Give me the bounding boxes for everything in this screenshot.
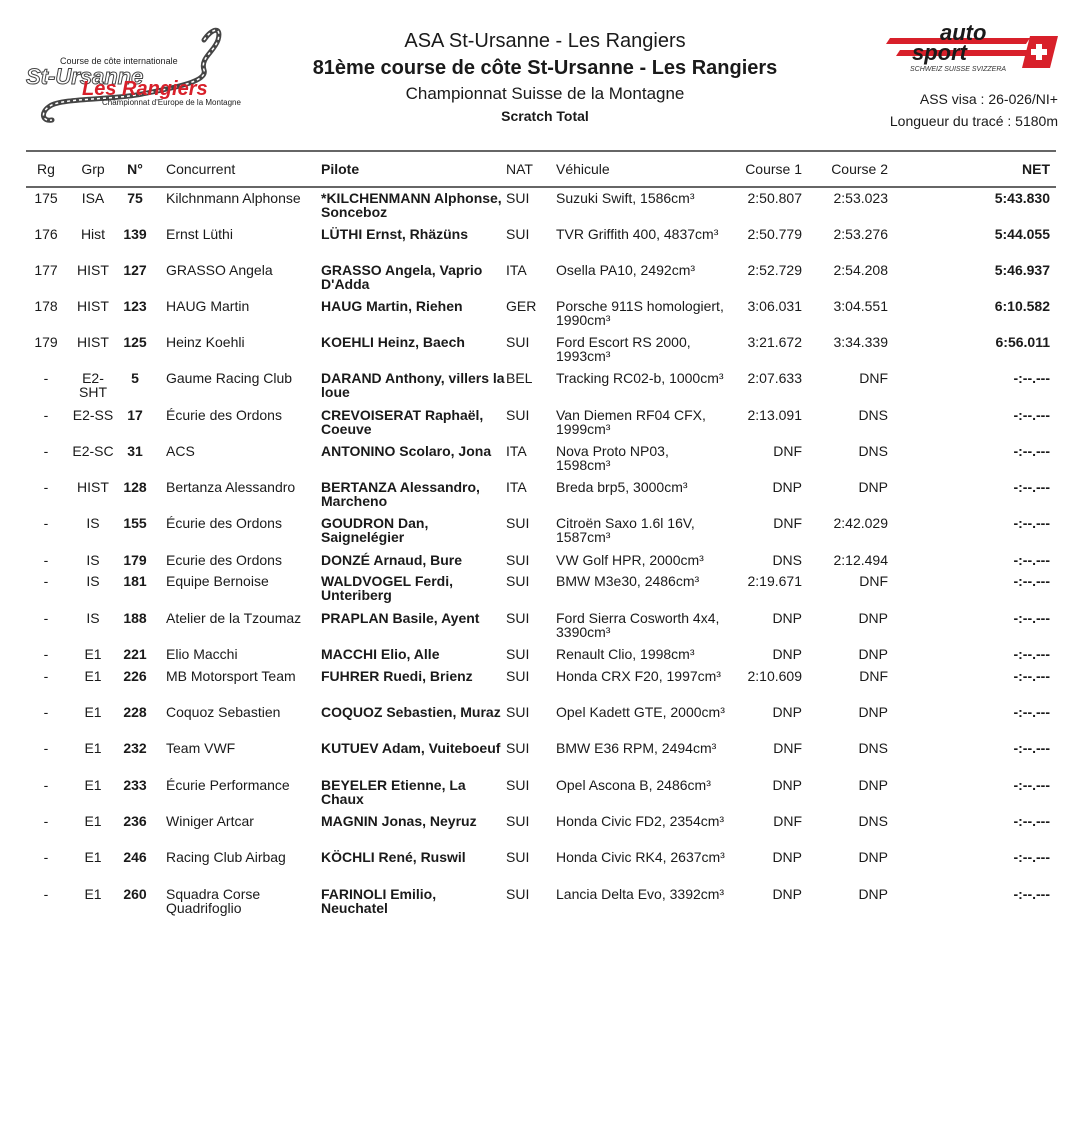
cell-grp: Hist [80,226,106,242]
cell-grp: E2-SC [72,443,114,459]
cell-vehicule: VW Golf HPR, 2000cm³ [556,552,704,568]
cell-concurrent: HAUG Martin [166,298,250,314]
cell-course1: 3:21.672 [747,334,802,350]
page-header [0,0,1080,150]
cell-pilote: HAUG Martin, Riehen [321,298,463,314]
cell-nat: SUI [506,190,530,206]
cell-rg: - [43,740,49,756]
cell-course2: 2:53.023 [833,190,888,206]
championship-label: Championnat Suisse de la Montagne [405,84,685,103]
cell-rg: - [43,668,49,684]
cell-rg: 178 [34,298,58,314]
cell-concurrent: Atelier de la Tzoumaz [166,610,302,626]
cell-course1: DNP [772,610,802,626]
cell-vehicule: Osella PA10, 2492cm³ [556,262,696,278]
cell-vehicule: Honda Civic FD2, 2354cm³ [556,813,725,829]
header-no: N° [127,161,143,177]
cell-concurrent: ACS [166,443,195,459]
cell-net: 5:44.055 [994,226,1050,242]
cell-net: -:--.--- [1013,668,1050,684]
cell-pilote: LÜTHI Ernst, Rhäzüns [321,226,469,242]
cell-course2: 2:12.494 [833,552,888,568]
cell-rg: 177 [34,262,58,278]
cell-nat: SUI [506,334,530,350]
cell-course2: DNF [859,370,888,386]
cell-number: 260 [123,886,147,902]
header-vehicule: Véhicule [556,161,610,177]
cell-vehicule: Citroën Saxo 1.6l 16V, 1587cm³ [556,515,695,545]
cell-number: 155 [123,515,147,531]
cell-course1: DNP [772,886,802,902]
cell-number: 226 [123,668,147,684]
cell-grp: HIST [77,334,109,350]
cell-number: 181 [123,573,147,589]
cell-net: -:--.--- [1013,813,1050,829]
logo-country-text: SCHWEIZ SUISSE SVIZZERA [910,66,1007,73]
cell-number: 31 [127,443,143,459]
cell-rg: - [43,646,49,662]
cell-nat: SUI [506,813,530,829]
cell-nat: ITA [506,262,527,278]
cell-grp: E1 [84,886,102,902]
page-title: ASA St-Ursanne - Les Rangiers [404,30,686,52]
cell-number: 246 [123,849,147,865]
cell-net: -:--.--- [1013,407,1050,423]
cell-concurrent: Kilchnmann Alphonse [166,190,301,206]
cell-course1: DNP [772,479,802,495]
cell-grp: IS [86,552,100,568]
logo-sub-text: Championnat d'Europe de la Montagne [102,98,241,107]
cell-course2: DNS [858,443,888,459]
cell-vehicule: Tracking RC02-b, 1000cm³ [556,370,724,386]
cell-net: -:--.--- [1013,515,1050,531]
cell-vehicule: BMW E36 RPM, 2494cm³ [556,740,717,756]
cell-pilote: MACCHI Elio, Alle [321,646,440,662]
cell-vehicule: Lancia Delta Evo, 3392cm³ [556,886,725,902]
cell-concurrent: Écurie des Ordons [166,407,282,423]
cell-pilote: *KILCHENMANN Alphonse, Sonceboz [321,190,502,220]
cell-rg: 179 [34,334,58,350]
cell-rg: 175 [34,190,58,206]
visa-text: ASS visa : 26-026/NI+ [919,91,1058,107]
cell-number: 17 [127,407,143,423]
cell-rg: - [43,573,49,589]
cell-vehicule: BMW M3e30, 2486cm³ [556,573,700,589]
cell-concurrent: Écurie des Ordons [166,515,282,531]
header-pilote: Pilote [321,161,360,177]
cell-concurrent: Bertanza Alessandro [166,479,296,495]
cell-course2: DNP [858,849,888,865]
cell-vehicule: Ford Escort RS 2000, 1993cm³ [556,334,691,364]
cell-rg: - [43,407,49,423]
cell-pilote: GOUDRON Dan, Saignelégier [321,515,429,545]
cell-number: 179 [123,552,147,568]
cell-rg: 176 [34,226,58,242]
cell-number: 233 [123,777,147,793]
cell-rg: - [43,370,49,386]
cell-concurrent: Winiger Artcar [166,813,254,829]
cell-vehicule: TVR Griffith 400, 4837cm³ [556,226,719,242]
cell-vehicule: Opel Kadett GTE, 2000cm³ [556,704,725,720]
cell-grp: E1 [84,646,102,662]
cell-grp: IS [86,515,100,531]
cell-course2: 2:42.029 [833,515,888,531]
cell-concurrent: Ecurie des Ordons [166,552,282,568]
cell-course1: 2:10.609 [747,668,802,684]
table-body [26,188,1056,988]
cell-course1: DNF [773,515,802,531]
cell-nat: SUI [506,849,530,865]
cell-net: -:--.--- [1013,479,1050,495]
cell-rg: - [43,552,49,568]
cell-vehicule: Van Diemen RF04 CFX, 1999cm³ [556,407,706,437]
cell-number: 127 [123,262,147,278]
cell-grp: E1 [84,668,102,684]
cell-concurrent: Equipe Bernoise [166,573,269,589]
cell-grp: ISA [81,190,105,206]
track-length-text: Longueur du tracé : 5180m [889,113,1058,129]
cell-course1: DNP [772,849,802,865]
cell-grp: E1 [84,777,102,793]
cell-pilote: FUHRER Ruedi, Brienz [321,668,473,684]
cell-course2: DNP [858,886,888,902]
cell-number: 123 [123,298,147,314]
cell-net: -:--.--- [1013,443,1050,459]
cell-pilote: DARAND Anthony, villers la loue [321,370,505,400]
cell-nat: ITA [506,443,527,459]
cell-number: 221 [123,646,147,662]
results-table [26,150,1056,988]
cell-number: 236 [123,813,147,829]
event-logo [22,18,252,130]
cell-net: -:--.--- [1013,610,1050,626]
cell-course1: DNF [773,443,802,459]
cell-grp: E1 [84,849,102,865]
cell-net: 6:10.582 [994,298,1050,314]
cell-course2: 2:53.276 [833,226,888,242]
cell-nat: GER [506,298,537,314]
header-net: NET [1022,161,1050,177]
cell-number: 75 [127,190,143,206]
header-concurrent: Concurrent [166,161,236,177]
cell-course2: 3:34.339 [833,334,888,350]
cell-pilote: KOEHLI Heinz, Baech [321,334,465,350]
cell-grp: HIST [77,298,109,314]
title-block [260,28,830,126]
cell-grp: IS [86,573,100,589]
cell-concurrent: Team VWF [166,740,236,756]
cell-nat: SUI [506,407,530,423]
logo-big-text-1: St-Ursanne [26,64,144,89]
cell-course1: DNP [772,646,802,662]
cell-rg: - [43,443,49,459]
cell-concurrent: Coquoz Sebastien [166,704,281,720]
cell-course1: 2:50.779 [747,226,802,242]
cell-course2: DNS [858,407,888,423]
cell-nat: SUI [506,740,530,756]
cell-net: -:--.--- [1013,777,1050,793]
cell-course2: DNP [858,646,888,662]
cell-grp: E1 [84,704,102,720]
cell-number: 228 [123,704,147,720]
event-info [890,88,1058,132]
cell-pilote: CREVOISERAT Raphaël, Coeuve [321,407,484,437]
cell-grp: E1 [84,813,102,829]
cell-course2: DNP [858,777,888,793]
cell-course2: 2:54.208 [833,262,888,278]
cell-rg: - [43,813,49,829]
cell-nat: SUI [506,646,530,662]
cell-vehicule: Porsche 911S homologiert, 1990cm³ [556,298,724,328]
cell-net: -:--.--- [1013,573,1050,589]
cell-course1: 2:19.671 [747,573,802,589]
cell-grp: E2-SS [72,407,114,423]
cell-vehicule: Breda brp5, 3000cm³ [556,479,688,495]
cell-net: -:--.--- [1013,886,1050,902]
cell-vehicule: Ford Sierra Cosworth 4x4, 3390cm³ [556,610,720,640]
cell-vehicule: Nova Proto NP03, 1598cm³ [556,443,669,473]
cell-pilote: GRASSO Angela, Vaprio D'Adda [321,262,483,292]
cell-course2: DNF [859,573,888,589]
cell-nat: BEL [506,370,533,386]
cell-concurrent: Gaume Racing Club [166,370,293,386]
cell-concurrent: Écurie Performance [166,777,290,793]
cell-rg: - [43,610,49,626]
cell-course2: DNP [858,610,888,626]
cell-pilote: PRAPLAN Basile, Ayent [321,610,480,626]
cell-concurrent: GRASSO Angela [166,262,273,278]
cell-number: 128 [123,479,147,495]
cell-number: 232 [123,740,147,756]
cell-course1: DNP [772,777,802,793]
header-grp: Grp [81,161,105,177]
cell-pilote: DONZÉ Arnaud, Bure [321,552,463,568]
cell-pilote: WALDVOGEL Ferdi, Unteriberg [321,573,453,603]
cell-nat: SUI [506,704,530,720]
cell-course1: 2:07.633 [747,370,802,386]
cell-rg: - [43,704,49,720]
cell-net: 6:56.011 [995,334,1050,350]
cell-concurrent: Racing Club Airbag [166,849,286,865]
cell-course1: 3:06.031 [747,298,802,314]
cell-nat: SUI [506,573,530,589]
classification-label: Scratch Total [501,108,589,124]
cell-rg: - [43,886,49,902]
cell-concurrent: Squadra Corse Quadrifoglio [166,886,261,916]
cell-pilote: BERTANZA Alessandro, Marcheno [321,479,480,509]
cell-course1: DNP [772,704,802,720]
cell-course1: 2:50.807 [747,190,802,206]
cell-net: -:--.--- [1013,552,1050,568]
cell-pilote: FARINOLI Emilio, Neuchatel [321,886,437,916]
cell-net: -:--.--- [1013,646,1050,662]
cell-concurrent: Elio Macchi [166,646,238,662]
event-subtitle: 81ème course de côte St-Ursanne - Les Rangiers [312,57,778,79]
logo-auto-text: auto [940,20,987,45]
logo-small-text: Course de côte internationale [60,56,178,66]
cell-course1: 2:52.729 [747,262,802,278]
cell-pilote: ANTONINO Scolaro, Jona [321,443,492,459]
cell-course1: DNF [773,813,802,829]
cell-net: -:--.--- [1013,370,1050,386]
header-nat: NAT [506,161,533,177]
cell-grp: HIST [77,479,109,495]
cell-course2: DNP [858,479,888,495]
cell-nat: SUI [506,515,530,531]
cell-grp: E2-SHT [79,370,107,400]
cell-course1: DNF [773,740,802,756]
header-course2: Course 2 [831,161,888,177]
cell-net: -:--.--- [1013,849,1050,865]
cell-course2: DNS [858,813,888,829]
cell-nat: SUI [506,226,530,242]
table-header [26,152,1056,186]
cell-net: -:--.--- [1013,740,1050,756]
cell-number: 125 [123,334,147,350]
cell-grp: E1 [84,740,102,756]
cell-rg: - [43,849,49,865]
cell-nat: SUI [506,668,530,684]
cell-pilote: KUTUEV Adam, Vuiteboeuf [321,740,501,756]
cell-nat: SUI [506,777,530,793]
cell-concurrent: Heinz Koehli [166,334,245,350]
auto-sport-logo [880,18,1060,78]
cell-course2: DNS [858,740,888,756]
cell-course2: 3:04.551 [833,298,888,314]
cell-course2: DNP [858,704,888,720]
cell-rg: - [43,515,49,531]
cell-rg: - [43,479,49,495]
cell-net: 5:46.937 [994,262,1050,278]
header-course1: Course 1 [745,161,802,177]
cell-nat: SUI [506,886,530,902]
cell-number: 139 [123,226,147,242]
cell-vehicule: Opel Ascona B, 2486cm³ [556,777,711,793]
logo-big-text-2: Les Rangiers [82,78,208,100]
cell-pilote: KÖCHLI René, Ruswil [321,849,466,865]
header-rg: Rg [37,161,55,177]
cell-course1: DNS [772,552,802,568]
cell-net: -:--.--- [1013,704,1050,720]
cell-nat: ITA [506,479,527,495]
cell-rg: - [43,777,49,793]
cell-course2: DNF [859,668,888,684]
cell-vehicule: Honda Civic RK4, 2637cm³ [556,849,725,865]
cell-number: 5 [131,370,139,386]
cell-grp: HIST [77,262,109,278]
cell-concurrent: MB Motorsport Team [166,668,296,684]
cell-pilote: COQUOZ Sebastien, Muraz [321,704,501,720]
logo-sport-text: sport [912,40,967,65]
cell-course1: 2:13.091 [747,407,802,423]
cell-net: 5:43.830 [994,190,1050,206]
cell-number: 188 [123,610,147,626]
cell-nat: SUI [506,552,530,568]
cell-pilote: BEYELER Etienne, La Chaux [321,777,466,807]
cell-nat: SUI [506,610,530,626]
cell-grp: IS [86,610,100,626]
cell-vehicule: Suzuki Swift, 1586cm³ [556,190,695,206]
cell-vehicule: Honda CRX F20, 1997cm³ [556,668,721,684]
cell-pilote: MAGNIN Jonas, Neyruz [321,813,477,829]
cell-concurrent: Ernst Lüthi [166,226,233,242]
cell-vehicule: Renault Clio, 1998cm³ [556,646,695,662]
